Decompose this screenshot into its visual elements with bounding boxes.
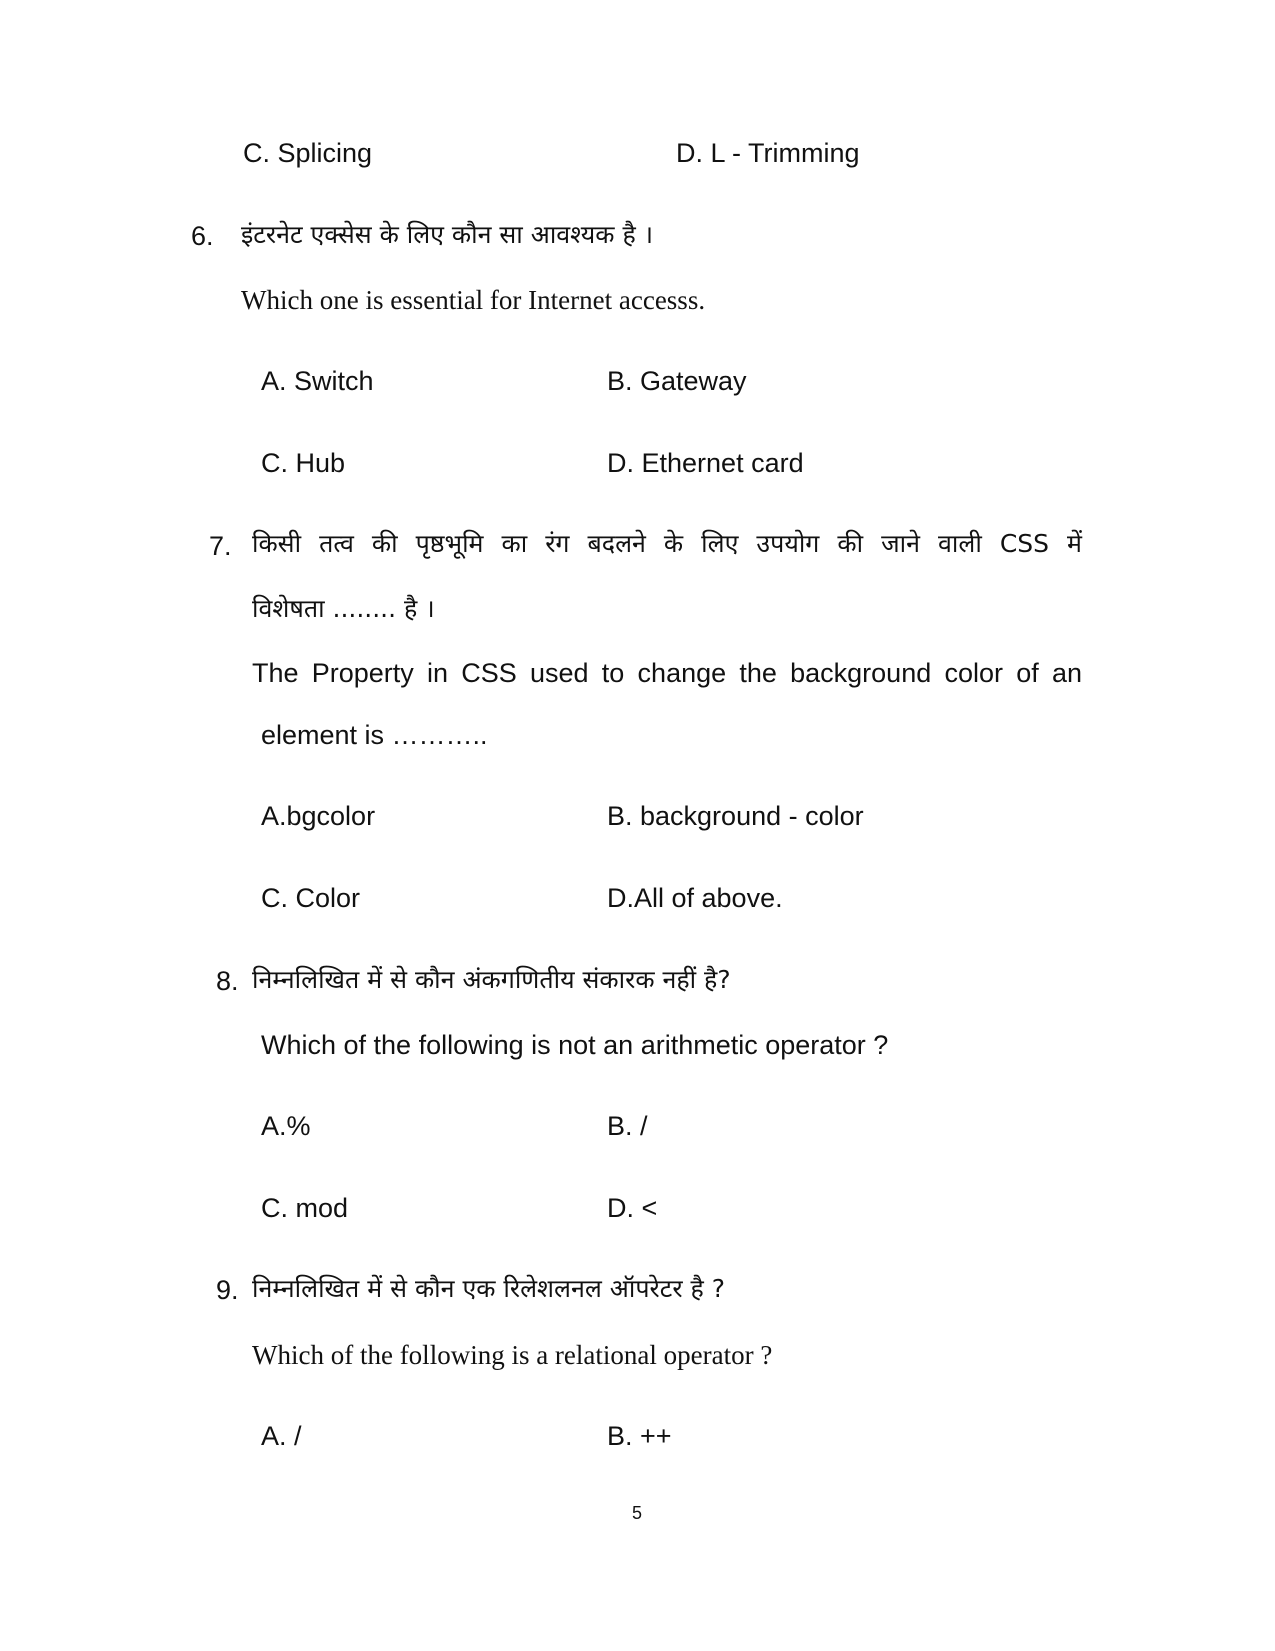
q8-number: 8.: [216, 966, 239, 996]
q9-number: 9.: [216, 1275, 239, 1305]
q8-option-c: C. mod: [261, 1193, 349, 1223]
q6-english-text: Which one is essential for Internet accesss.: [241, 285, 706, 315]
q7-option-c: C. Color: [261, 883, 361, 913]
q5-option-d: D. L - Trimming: [676, 138, 860, 168]
q7-option-a: A.bgcolor: [261, 801, 376, 831]
q9-option-b: B. ++: [607, 1421, 672, 1451]
q8-hindi-text: निम्नलिखित में से कौन अंकगणितीय संकारक नहीं है?: [252, 965, 731, 994]
q7-english-line-2: element is ………..: [261, 720, 488, 750]
q6-option-c: C. Hub: [261, 448, 346, 478]
q6-hindi-text: इंटरनेट एक्सेस के लिए कौन सा आवश्यक है ।: [241, 220, 654, 249]
q6-option-b: B. Gateway: [607, 366, 747, 396]
q9-option-a: A. /: [261, 1421, 302, 1451]
q7-option-d: D.All of above.: [607, 883, 783, 913]
q6-option-a: A. Switch: [261, 366, 374, 396]
q8-option-b: B. /: [607, 1111, 648, 1141]
q7-hindi-line-2: विशेषता ........ है ।: [252, 594, 435, 623]
q8-english-text: Which of the following is not an arithmetic operator ?: [261, 1030, 889, 1060]
q7-option-b: B. background - color: [607, 801, 864, 831]
q8-option-a: A.%: [261, 1111, 311, 1141]
q9-english-text: Which of the following is a relational operator ?: [252, 1340, 773, 1370]
q5-option-c: C. Splicing: [243, 138, 373, 168]
q6-option-d: D. Ethernet card: [607, 448, 804, 478]
q6-number: 6.: [191, 221, 214, 251]
q9-hindi-text: निम्नलिखित में से कौन एक रिलेशलनल ऑपरेटर है ?: [252, 1274, 726, 1303]
page-number: 5: [632, 1503, 643, 1523]
q8-option-d: D. <: [607, 1193, 658, 1223]
q7-hindi-line-1: किसी तत्व की पृष्ठभूमि का रंग बदलने के लिए उपयोग की जाने वाली CSS में: [252, 529, 1082, 558]
q7-number: 7.: [209, 531, 232, 561]
q7-english-line-1: The Property in CSS used to change the background color of an: [252, 658, 1082, 688]
